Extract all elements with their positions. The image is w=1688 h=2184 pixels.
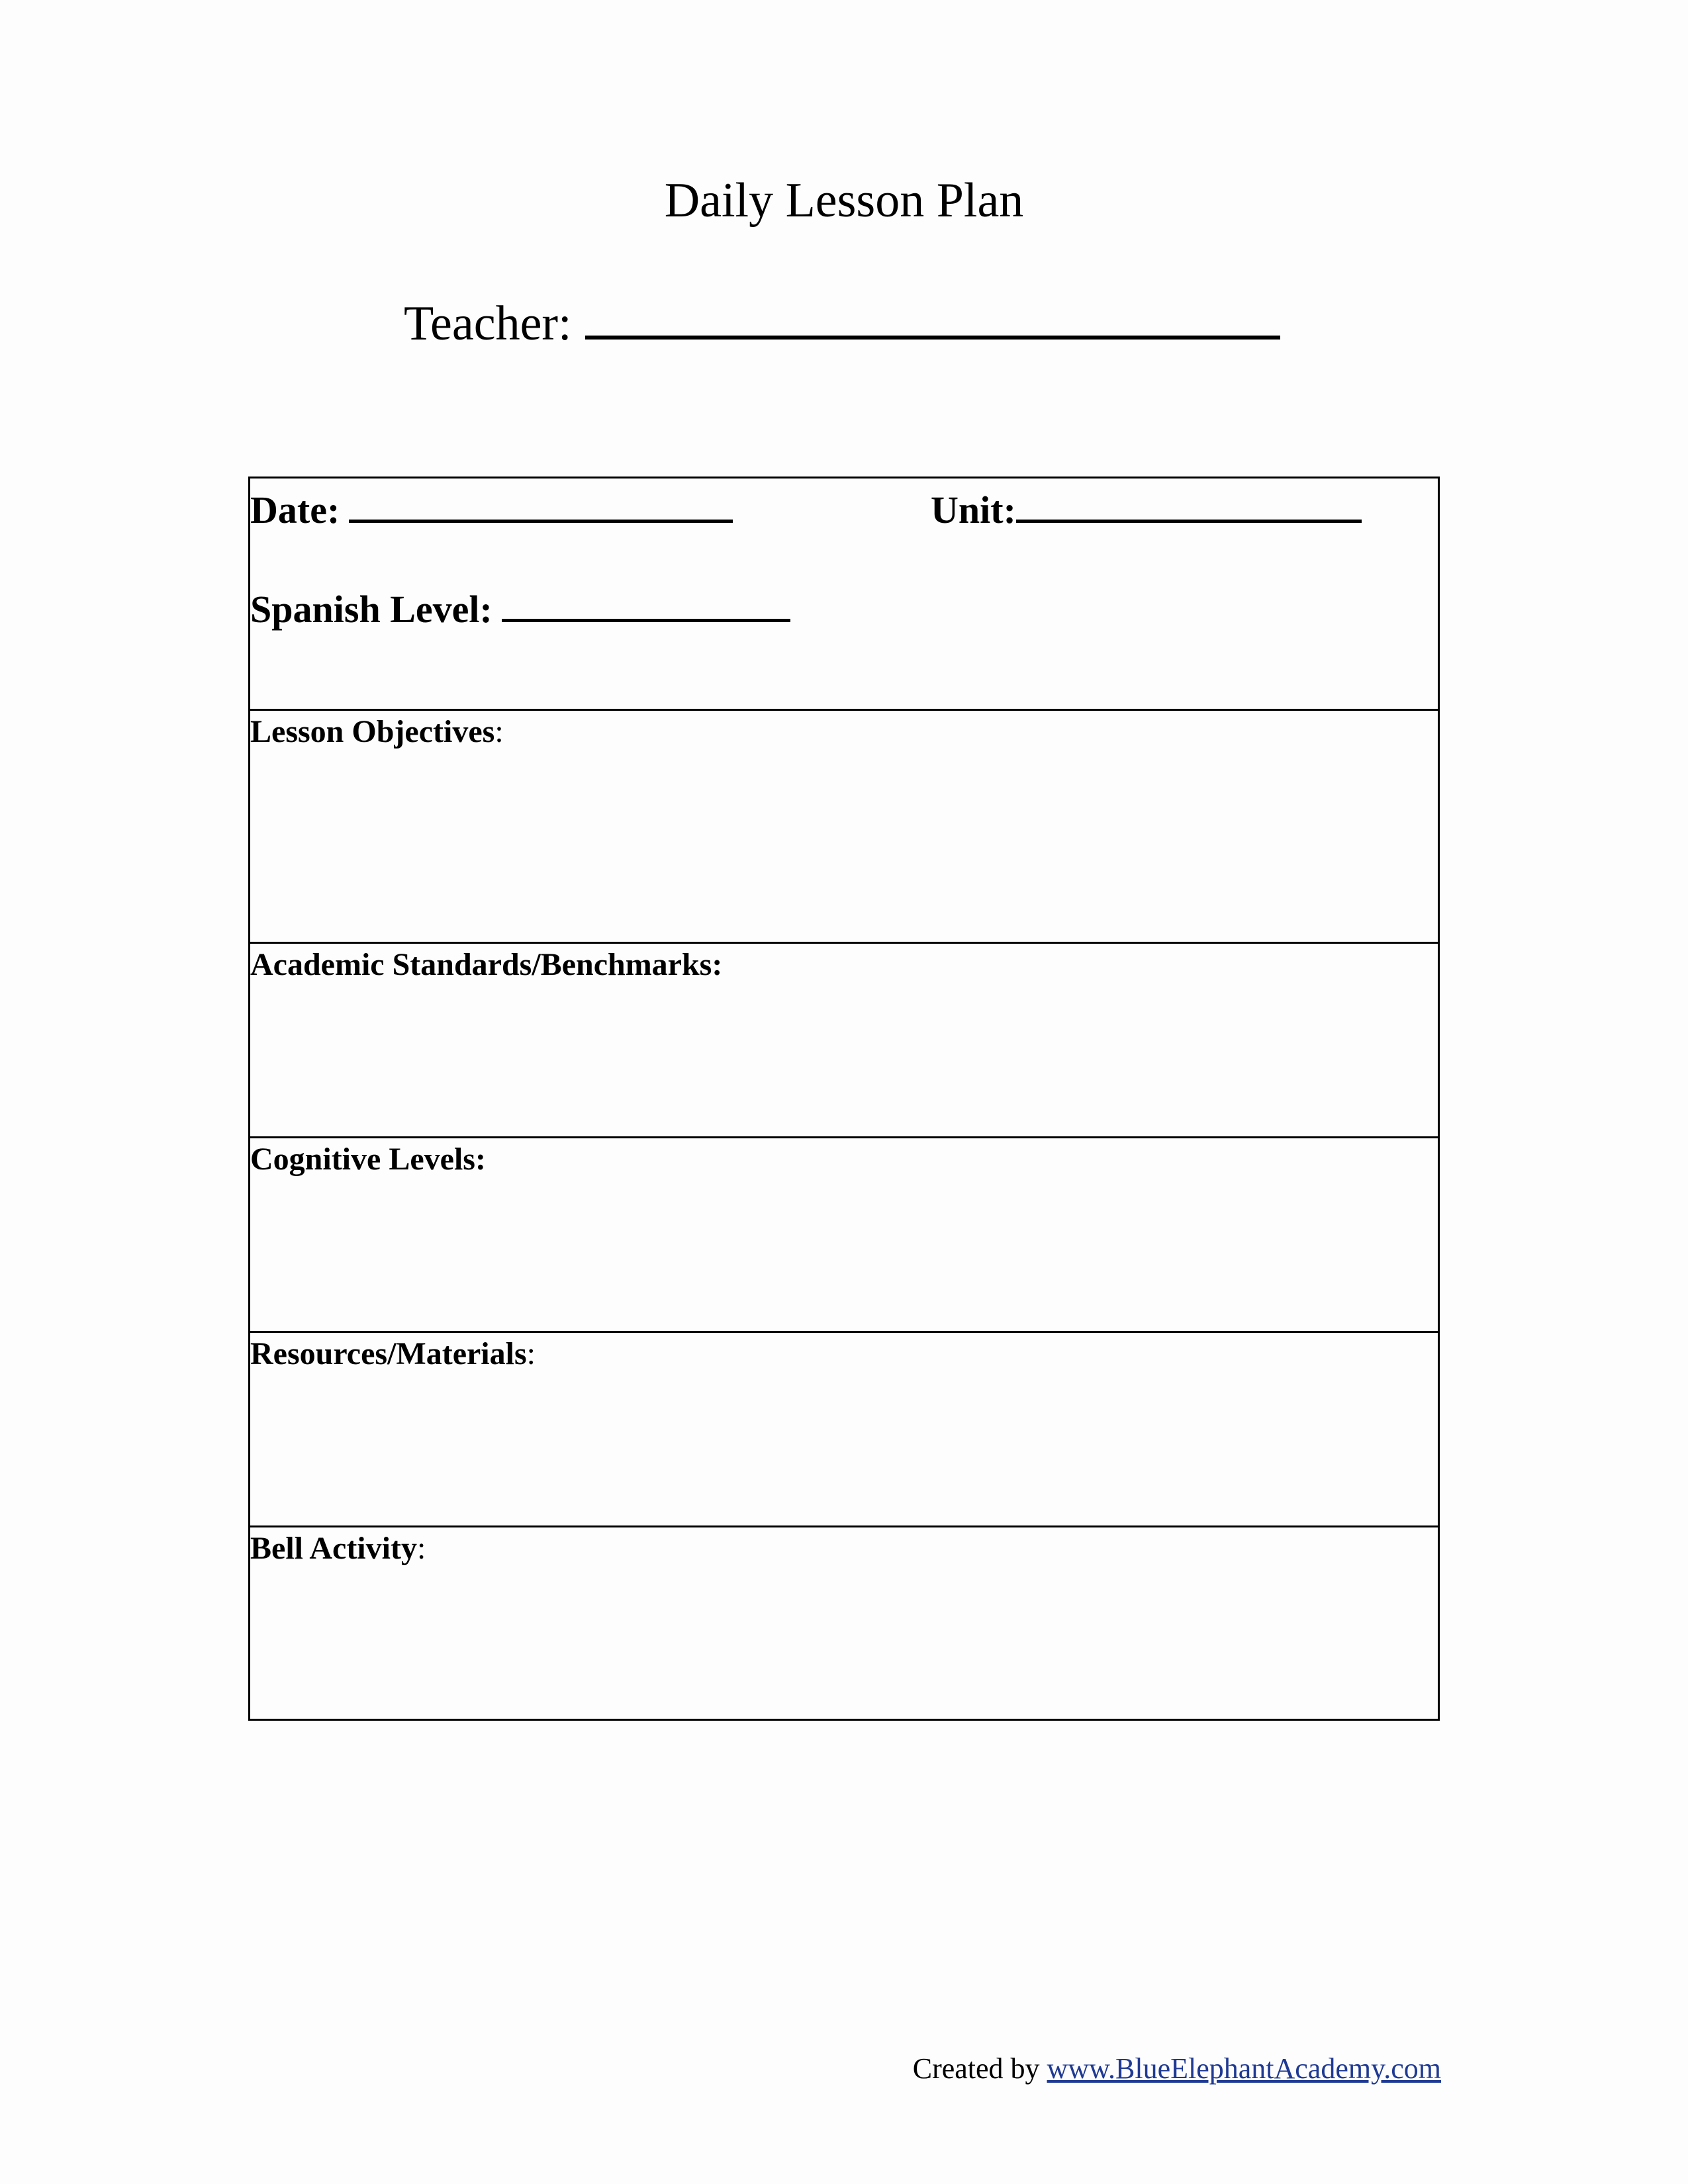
section-label-text: Academic Standards/Benchmarks: bbox=[250, 947, 723, 982]
section-label-suffix: : bbox=[526, 1336, 536, 1371]
section-label-text: Resources/Materials bbox=[250, 1336, 527, 1371]
spanish-level-blank-line[interactable] bbox=[502, 586, 790, 622]
date-field bbox=[250, 486, 733, 533]
teacher-field bbox=[404, 294, 1280, 353]
teacher-blank-line[interactable] bbox=[585, 295, 1280, 340]
section-label bbox=[250, 945, 722, 985]
footer-prefix: Created by bbox=[912, 2052, 1040, 2085]
date-label: Date: bbox=[250, 488, 340, 531]
teacher-label: Teacher: bbox=[404, 296, 572, 351]
section-label bbox=[250, 1334, 536, 1374]
section-label-text: Cognitive Levels: bbox=[250, 1142, 486, 1177]
spanish-level-label: Spanish Level: bbox=[250, 588, 492, 631]
section-label-suffix: : bbox=[416, 1531, 426, 1566]
section-bell-activity[interactable] bbox=[250, 1525, 1438, 1719]
section-label bbox=[250, 712, 504, 752]
section-resources-materials[interactable] bbox=[250, 1331, 1438, 1525]
section-cognitive-levels[interactable] bbox=[250, 1136, 1438, 1331]
section-lesson-objectives[interactable] bbox=[250, 709, 1438, 942]
spanish-level-field bbox=[250, 586, 790, 633]
unit-blank-line[interactable] bbox=[1016, 486, 1362, 523]
section-label-suffix: : bbox=[494, 714, 504, 749]
section-label bbox=[250, 1140, 486, 1179]
unit-label: Unit: bbox=[931, 488, 1016, 531]
footer-credit bbox=[913, 2050, 1441, 2087]
lesson-plan-table bbox=[248, 477, 1440, 1721]
section-label-text: Lesson Objectives bbox=[250, 714, 495, 749]
unit-field bbox=[931, 486, 1362, 533]
header-fields-row bbox=[250, 478, 1438, 709]
section-academic-standards[interactable] bbox=[250, 942, 1438, 1136]
section-label-text: Bell Activity bbox=[250, 1531, 417, 1566]
footer-website-link[interactable]: www.BlueElephantAcademy.com bbox=[1047, 2052, 1441, 2085]
section-label bbox=[250, 1529, 426, 1569]
page-title: Daily Lesson Plan bbox=[664, 173, 1024, 228]
date-blank-line[interactable] bbox=[349, 486, 733, 523]
